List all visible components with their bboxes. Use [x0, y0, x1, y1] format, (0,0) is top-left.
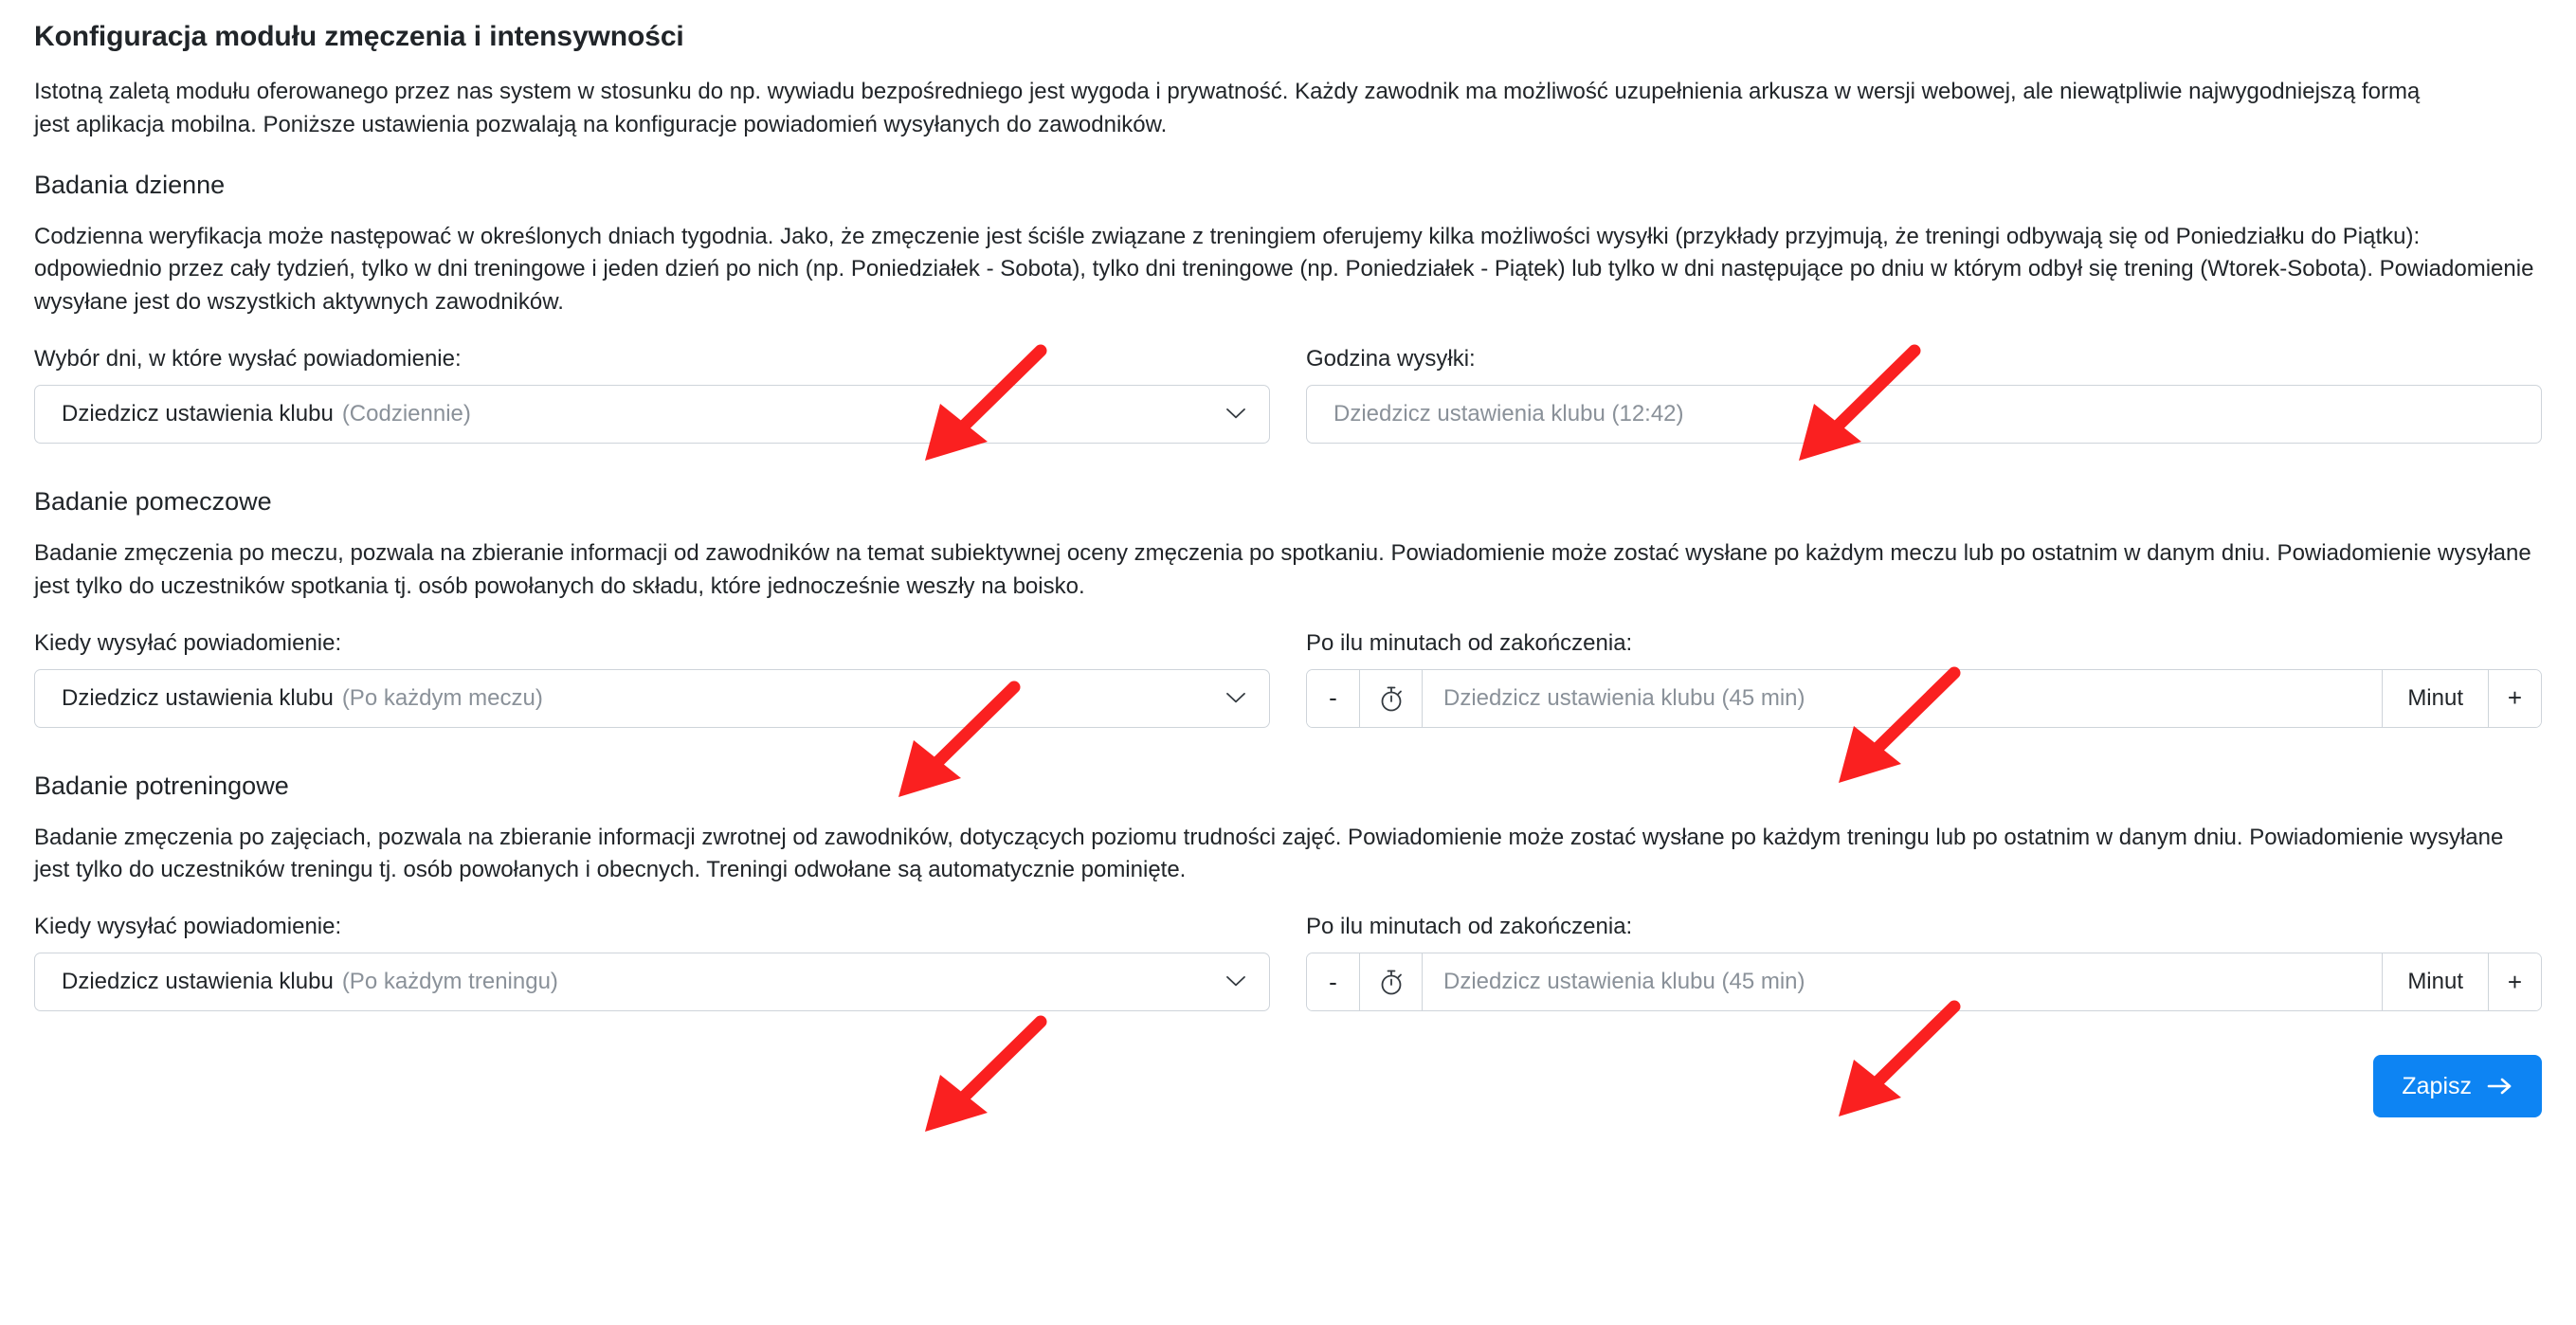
section-title-match: Badanie pomeczowe — [34, 486, 272, 516]
daily-days-select[interactable] — [34, 385, 1270, 444]
daily-time-input[interactable] — [1306, 385, 2542, 444]
section-description-daily: Codzienna weryfikacja może następować w określonych dniach tygodnia. Jako, że zmęczenie jest ściśle związane z treningiem oferujemy kilka możliwości wysyłki (przykłady przyjmują, że treningi odbywają się od Poniedziałku do Piątku): odpowiednio przez cały tydzień, tylko w dni treningowe i jeden dzień po nich (np. Poniedziałek - Sobota), tylko dni treningowe (np. Poniedziałek - Piątek) lub tylko w dni następujące po dniu w którym odbył się trening (Wtorek-Sobota). Powiadomienie wysyłane jest do wszystkich aktywnych zawodników. — [34, 223, 2534, 316]
match-when-label: Kiedy wysyłać powiadomienie: — [34, 629, 342, 656]
training-fields-row — [34, 914, 2542, 1011]
daily-days-field — [34, 346, 1270, 444]
training-minutes-input[interactable] — [1423, 953, 2382, 1010]
page-title: Konfiguracja modułu zmęczenia i intensywności — [34, 21, 684, 52]
match-minutes-increment-button[interactable]: + — [2488, 670, 2541, 727]
save-button[interactable] — [2373, 1055, 2542, 1117]
training-minutes-increment-button[interactable]: + — [2488, 953, 2541, 1010]
match-minutes-unit: Minut — [2382, 670, 2488, 727]
training-minutes-decrement-button[interactable]: - — [1307, 953, 1360, 1010]
footer-actions — [34, 1055, 2542, 1117]
section-title-training: Badanie potreningowe — [34, 771, 289, 800]
training-when-selected-sub: (Po każdym treningu) — [341, 969, 558, 995]
section-title-daily: Badania dzienne — [34, 170, 226, 199]
save-button-label: Zapisz — [2402, 1072, 2472, 1099]
daily-time-label: Godzina wysyłki: — [1306, 345, 1476, 372]
daily-days-selected-main: Dziedzicz ustawienia klubu — [62, 400, 334, 427]
training-when-label: Kiedy wysyłać powiadomienie: — [34, 914, 342, 940]
match-when-selected-main: Dziedzicz ustawienia klubu — [62, 684, 334, 711]
training-when-selected-main: Dziedzicz ustawienia klubu — [62, 969, 334, 995]
page-intro-text: Istotną zaletą modułu oferowanego przez nas system w stosunku do np. wywiadu bezpośredniego jest wygoda i prywatność. Każdy zawodnik ma możliwość uzupełnienia arkusza w wersji webowej, ale niewątpliwie najwygodniejszą formą jest aplikacja mobilna. Poniższe ustawienia pozwalają na konfiguracje powiadomień wysyłanych do zawodników. — [34, 79, 2421, 137]
training-minutes-label: Po ilu minutach od zakończenia: — [1306, 914, 1633, 940]
match-fields-row — [34, 630, 2542, 728]
match-when-field — [34, 630, 1270, 728]
training-minutes-unit: Minut — [2382, 953, 2488, 1010]
section-description-training: Badanie zmęczenia po zajęciach, pozwala na zbieranie informacji zwrotnej od zawodników, dotyczących poziomu trudności zajęć. Powiadomienie może zostać wysłane po każdym treningu lub po ostatnim w danym dniu. Powiadomienie wysyłane jest tylko do uczestników treningu tj. osób powołanych i obecnych. Treningi odwołane są automatycznie pominięte. — [34, 824, 2504, 883]
arrow-right-icon — [2487, 1077, 2513, 1096]
daily-fields-row — [34, 346, 2542, 444]
section-description-match: Badanie zmęczenia po meczu, pozwala na zbieranie informacji od zawodników na temat subiektywnej oceny zmęczenia po spotkaniu. Powiadomienie może zostać wysłane po każdym meczu lub po ostatnim w danym dniu. Powiadomienie wysyłane jest tylko do uczestników spotkania tj. osób powołanych do składu, które jednocześnie weszły na boisko. — [34, 539, 2531, 599]
stopwatch-icon — [1360, 953, 1423, 1010]
match-minutes-input[interactable] — [1423, 670, 2382, 727]
training-when-select[interactable] — [34, 953, 1270, 1011]
daily-days-selected-sub: (Codziennie) — [341, 400, 471, 427]
match-minutes-field — [1306, 630, 2542, 728]
match-minutes-label: Po ilu minutach od zakończenia: — [1306, 629, 1633, 656]
daily-days-label: Wybór dni, w które wysłać powiadomienie: — [34, 345, 462, 372]
training-minutes-field — [1306, 914, 2542, 1011]
match-when-select[interactable] — [34, 669, 1270, 728]
match-when-selected-sub: (Po każdym meczu) — [341, 684, 543, 711]
training-when-field — [34, 914, 1270, 1011]
daily-time-field — [1306, 346, 2542, 444]
match-minutes-decrement-button[interactable]: - — [1307, 670, 1360, 727]
stopwatch-icon — [1360, 670, 1423, 727]
